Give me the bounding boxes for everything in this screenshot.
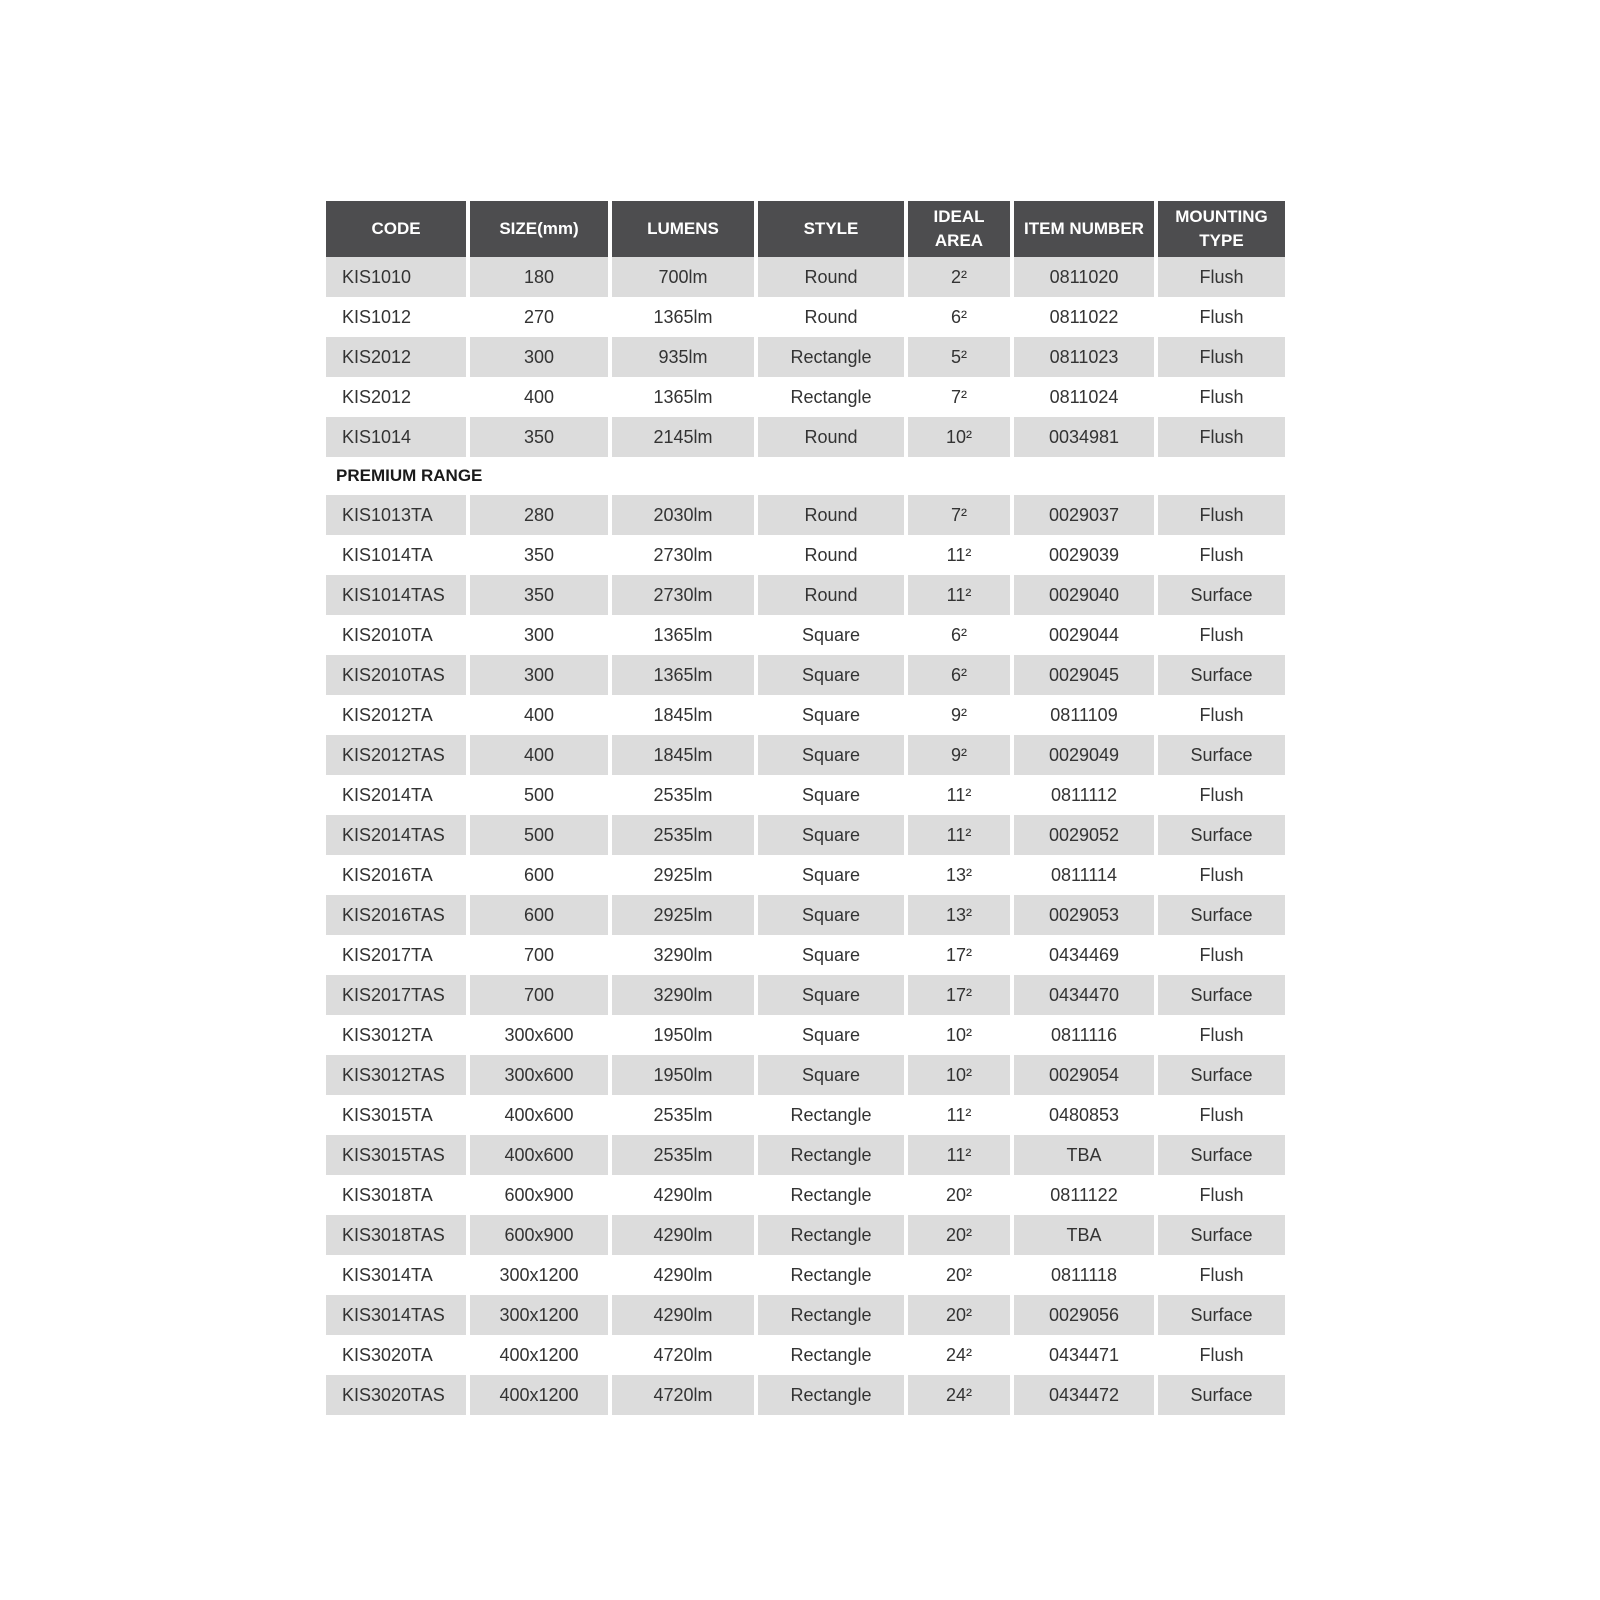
size-cell: 180 bbox=[470, 257, 608, 297]
code-cell: KIS2010TA bbox=[326, 615, 466, 655]
code-cell: KIS2012 bbox=[326, 377, 466, 417]
mounting-type-cell: Flush bbox=[1158, 297, 1285, 337]
size-cell: 600x900 bbox=[470, 1175, 608, 1215]
item-number-cell: TBA bbox=[1014, 1215, 1154, 1255]
size-cell: 400 bbox=[470, 735, 608, 775]
item-number-cell: 0434469 bbox=[1014, 935, 1154, 975]
item-number-cell: 0029045 bbox=[1014, 655, 1154, 695]
table-row bbox=[326, 775, 1285, 815]
style-cell: Rectangle bbox=[758, 337, 904, 377]
lumens-cell: 4290lm bbox=[612, 1255, 754, 1295]
lumens-cell: 3290lm bbox=[612, 935, 754, 975]
premium-range-label: PREMIUM RANGE bbox=[326, 457, 1285, 495]
code-cell: KIS3012TA bbox=[326, 1015, 466, 1055]
code-cell: KIS2012 bbox=[326, 337, 466, 377]
size-cell: 350 bbox=[470, 575, 608, 615]
item-number-cell: 0811024 bbox=[1014, 377, 1154, 417]
table-row bbox=[326, 297, 1285, 337]
ideal-area-cell: 20² bbox=[908, 1175, 1010, 1215]
style-cell: Square bbox=[758, 695, 904, 735]
style-cell: Square bbox=[758, 775, 904, 815]
code-cell: KIS3014TAS bbox=[326, 1295, 466, 1335]
mounting-type-cell: Surface bbox=[1158, 895, 1285, 935]
size-cell: 700 bbox=[470, 935, 608, 975]
style-cell: Round bbox=[758, 575, 904, 615]
item-number-cell: 0029044 bbox=[1014, 615, 1154, 655]
style-cell: Square bbox=[758, 735, 904, 775]
ideal-area-cell: 11² bbox=[908, 1135, 1010, 1175]
table-row bbox=[326, 1175, 1285, 1215]
code-cell: KIS1012 bbox=[326, 297, 466, 337]
code-cell: KIS2016TAS bbox=[326, 895, 466, 935]
ideal-area-cell: 20² bbox=[908, 1215, 1010, 1255]
ideal-area-cell: 9² bbox=[908, 695, 1010, 735]
table-row bbox=[326, 417, 1285, 457]
ideal-area-cell: 7² bbox=[908, 495, 1010, 535]
lumens-cell: 3290lm bbox=[612, 975, 754, 1015]
ideal-area-cell: 11² bbox=[908, 535, 1010, 575]
lumens-cell: 1365lm bbox=[612, 377, 754, 417]
size-cell: 300x1200 bbox=[470, 1255, 608, 1295]
lumens-cell: 4290lm bbox=[612, 1295, 754, 1335]
ideal-area-cell: 6² bbox=[908, 297, 1010, 337]
ideal-area-cell: 20² bbox=[908, 1295, 1010, 1335]
size-cell: 400 bbox=[470, 377, 608, 417]
code-cell: KIS2014TAS bbox=[326, 815, 466, 855]
lumens-cell: 2730lm bbox=[612, 535, 754, 575]
ideal-area-cell: 10² bbox=[908, 1055, 1010, 1095]
style-cell: Square bbox=[758, 815, 904, 855]
lumens-cell: 2145lm bbox=[612, 417, 754, 457]
mounting-type-cell: Surface bbox=[1158, 1135, 1285, 1175]
code-cell: KIS1010 bbox=[326, 257, 466, 297]
ideal-area-cell: 11² bbox=[908, 575, 1010, 615]
ideal-area-cell: 5² bbox=[908, 337, 1010, 377]
ideal-area-cell: 10² bbox=[908, 417, 1010, 457]
ideal-area-cell: 24² bbox=[908, 1335, 1010, 1375]
table-row bbox=[326, 337, 1285, 377]
item-number-cell: 0029053 bbox=[1014, 895, 1154, 935]
style-cell: Rectangle bbox=[758, 1335, 904, 1375]
ideal-area-cell: 17² bbox=[908, 935, 1010, 975]
code-cell: KIS3018TA bbox=[326, 1175, 466, 1215]
item-number-cell: 0029052 bbox=[1014, 815, 1154, 855]
style-cell: Square bbox=[758, 975, 904, 1015]
lumens-cell: 2535lm bbox=[612, 815, 754, 855]
style-cell: Round bbox=[758, 535, 904, 575]
mounting-type-cell: Flush bbox=[1158, 775, 1285, 815]
lumens-cell: 2535lm bbox=[612, 1135, 754, 1175]
item-number-cell: 0029040 bbox=[1014, 575, 1154, 615]
lumens-cell: 2535lm bbox=[612, 1095, 754, 1135]
item-number-cell: 0029049 bbox=[1014, 735, 1154, 775]
size-cell: 300x600 bbox=[470, 1015, 608, 1055]
table-row bbox=[326, 377, 1285, 417]
code-cell: KIS3018TAS bbox=[326, 1215, 466, 1255]
lumens-cell: 935lm bbox=[612, 337, 754, 377]
lumens-cell: 2925lm bbox=[612, 855, 754, 895]
mounting-type-cell: Flush bbox=[1158, 495, 1285, 535]
table-row bbox=[326, 735, 1285, 775]
size-cell: 500 bbox=[470, 775, 608, 815]
code-cell: KIS1014TAS bbox=[326, 575, 466, 615]
table-row bbox=[326, 495, 1285, 535]
standard-range-body bbox=[326, 257, 1285, 457]
item-number-cell: 0811022 bbox=[1014, 297, 1154, 337]
size-cell: 350 bbox=[470, 417, 608, 457]
ideal-area-cell: 13² bbox=[908, 895, 1010, 935]
lumens-cell: 4290lm bbox=[612, 1215, 754, 1255]
lumens-cell: 2030lm bbox=[612, 495, 754, 535]
style-cell: Square bbox=[758, 655, 904, 695]
style-cell: Rectangle bbox=[758, 1175, 904, 1215]
style-cell: Round bbox=[758, 297, 904, 337]
style-cell: Rectangle bbox=[758, 1135, 904, 1175]
style-cell: Square bbox=[758, 1055, 904, 1095]
style-cell: Square bbox=[758, 615, 904, 655]
item-number-cell: 0434472 bbox=[1014, 1375, 1154, 1415]
item-number-cell: 0434471 bbox=[1014, 1335, 1154, 1375]
ideal-area-cell: 13² bbox=[908, 855, 1010, 895]
table-row bbox=[326, 1295, 1285, 1335]
style-cell: Round bbox=[758, 495, 904, 535]
ideal-area-cell: 24² bbox=[908, 1375, 1010, 1415]
size-cell: 300 bbox=[470, 655, 608, 695]
lumens-cell: 1365lm bbox=[612, 615, 754, 655]
code-cell: KIS2012TA bbox=[326, 695, 466, 735]
ideal-area-cell: 11² bbox=[908, 1095, 1010, 1135]
mounting-type-cell: Flush bbox=[1158, 417, 1285, 457]
item-number-cell: 0029039 bbox=[1014, 535, 1154, 575]
mounting-type-cell: Flush bbox=[1158, 855, 1285, 895]
mounting-type-cell: Flush bbox=[1158, 615, 1285, 655]
item-number-cell: 0811109 bbox=[1014, 695, 1154, 735]
lumens-cell: 2730lm bbox=[612, 575, 754, 615]
lumens-cell: 1950lm bbox=[612, 1015, 754, 1055]
table-row bbox=[326, 1335, 1285, 1375]
item-number-cell: 0029037 bbox=[1014, 495, 1154, 535]
table-row bbox=[326, 1095, 1285, 1135]
code-cell: KIS1014TA bbox=[326, 535, 466, 575]
mounting-type-cell: Surface bbox=[1158, 1295, 1285, 1335]
table-row bbox=[326, 855, 1285, 895]
mounting-type-cell: Surface bbox=[1158, 1215, 1285, 1255]
table-row bbox=[326, 1375, 1285, 1415]
header-row bbox=[326, 201, 1285, 257]
style-cell: Rectangle bbox=[758, 377, 904, 417]
code-cell: KIS2014TA bbox=[326, 775, 466, 815]
mounting-type-cell: Flush bbox=[1158, 1095, 1285, 1135]
code-cell: KIS3020TA bbox=[326, 1335, 466, 1375]
table-row bbox=[326, 1055, 1285, 1095]
item-number-cell: 0811112 bbox=[1014, 775, 1154, 815]
mounting-type-cell: Surface bbox=[1158, 975, 1285, 1015]
style-cell: Round bbox=[758, 257, 904, 297]
lumens-cell: 2925lm bbox=[612, 895, 754, 935]
style-cell: Square bbox=[758, 855, 904, 895]
size-cell: 400x1200 bbox=[470, 1375, 608, 1415]
table-row bbox=[326, 575, 1285, 615]
size-cell: 600 bbox=[470, 895, 608, 935]
item-number-cell: 0434470 bbox=[1014, 975, 1154, 1015]
item-number-cell: 0811114 bbox=[1014, 855, 1154, 895]
style-cell: Round bbox=[758, 417, 904, 457]
table-header bbox=[326, 201, 1285, 257]
code-cell: KIS2017TAS bbox=[326, 975, 466, 1015]
mounting-type-cell: Flush bbox=[1158, 935, 1285, 975]
table-row bbox=[326, 935, 1285, 975]
header-item-number: ITEM NUMBER bbox=[1014, 201, 1154, 257]
style-cell: Rectangle bbox=[758, 1215, 904, 1255]
lumens-cell: 1950lm bbox=[612, 1055, 754, 1095]
item-number-cell: 0480853 bbox=[1014, 1095, 1154, 1135]
mounting-type-cell: Surface bbox=[1158, 575, 1285, 615]
header-lumens: LUMENS bbox=[612, 201, 754, 257]
code-cell: KIS3015TAS bbox=[326, 1135, 466, 1175]
size-cell: 300x600 bbox=[470, 1055, 608, 1095]
section-row bbox=[326, 457, 1285, 495]
item-number-cell: 0034981 bbox=[1014, 417, 1154, 457]
mounting-type-cell: Flush bbox=[1158, 257, 1285, 297]
ideal-area-cell: 9² bbox=[908, 735, 1010, 775]
item-number-cell: 0811023 bbox=[1014, 337, 1154, 377]
mounting-type-cell: Surface bbox=[1158, 1375, 1285, 1415]
ideal-area-cell: 6² bbox=[908, 615, 1010, 655]
mounting-type-cell: Flush bbox=[1158, 1335, 1285, 1375]
table-row bbox=[326, 655, 1285, 695]
ideal-area-cell: 2² bbox=[908, 257, 1010, 297]
premium-section-heading bbox=[326, 457, 1285, 495]
mounting-type-cell: Flush bbox=[1158, 695, 1285, 735]
style-cell: Square bbox=[758, 1015, 904, 1055]
style-cell: Rectangle bbox=[758, 1295, 904, 1335]
item-number-cell: 0811118 bbox=[1014, 1255, 1154, 1295]
table-row bbox=[326, 815, 1285, 855]
mounting-type-cell: Surface bbox=[1158, 815, 1285, 855]
mounting-type-cell: Flush bbox=[1158, 1015, 1285, 1055]
table-row bbox=[326, 1135, 1285, 1175]
size-cell: 600x900 bbox=[470, 1215, 608, 1255]
table-row bbox=[326, 535, 1285, 575]
size-cell: 300 bbox=[470, 615, 608, 655]
premium-range-body bbox=[326, 495, 1285, 1415]
style-cell: Square bbox=[758, 895, 904, 935]
table-row bbox=[326, 1255, 1285, 1295]
size-cell: 350 bbox=[470, 535, 608, 575]
lumens-cell: 1845lm bbox=[612, 695, 754, 735]
size-cell: 280 bbox=[470, 495, 608, 535]
header-size: SIZE(mm) bbox=[470, 201, 608, 257]
code-cell: KIS2017TA bbox=[326, 935, 466, 975]
mounting-type-cell: Flush bbox=[1158, 1175, 1285, 1215]
table-row bbox=[326, 1015, 1285, 1055]
mounting-type-cell: Surface bbox=[1158, 1055, 1285, 1095]
item-number-cell: 0029054 bbox=[1014, 1055, 1154, 1095]
code-cell: KIS3012TAS bbox=[326, 1055, 466, 1095]
ideal-area-cell: 10² bbox=[908, 1015, 1010, 1055]
style-cell: Rectangle bbox=[758, 1255, 904, 1295]
item-number-cell: 0811020 bbox=[1014, 257, 1154, 297]
ideal-area-cell: 7² bbox=[908, 377, 1010, 417]
table-row bbox=[326, 895, 1285, 935]
lumens-cell: 1365lm bbox=[612, 655, 754, 695]
size-cell: 270 bbox=[470, 297, 608, 337]
mounting-type-cell: Flush bbox=[1158, 1255, 1285, 1295]
lumens-cell: 700lm bbox=[612, 257, 754, 297]
lumens-cell: 2535lm bbox=[612, 775, 754, 815]
code-cell: KIS2012TAS bbox=[326, 735, 466, 775]
table-row bbox=[326, 975, 1285, 1015]
style-cell: Square bbox=[758, 935, 904, 975]
size-cell: 500 bbox=[470, 815, 608, 855]
item-number-cell: 0811122 bbox=[1014, 1175, 1154, 1215]
size-cell: 700 bbox=[470, 975, 608, 1015]
mounting-type-cell: Flush bbox=[1158, 337, 1285, 377]
ideal-area-cell: 11² bbox=[908, 775, 1010, 815]
ideal-area-cell: 6² bbox=[908, 655, 1010, 695]
header-style: STYLE bbox=[758, 201, 904, 257]
code-cell: KIS1014 bbox=[326, 417, 466, 457]
size-cell: 400x600 bbox=[470, 1135, 608, 1175]
ideal-area-cell: 17² bbox=[908, 975, 1010, 1015]
lumens-cell: 4290lm bbox=[612, 1175, 754, 1215]
size-cell: 400x600 bbox=[470, 1095, 608, 1135]
product-spec-table bbox=[322, 201, 1289, 1415]
table-row bbox=[326, 615, 1285, 655]
lumens-cell: 1365lm bbox=[612, 297, 754, 337]
size-cell: 300 bbox=[470, 337, 608, 377]
code-cell: KIS3014TA bbox=[326, 1255, 466, 1295]
table-row bbox=[326, 695, 1285, 735]
item-number-cell: 0811116 bbox=[1014, 1015, 1154, 1055]
item-number-cell: TBA bbox=[1014, 1135, 1154, 1175]
header-mounting-type: MOUNTING TYPE bbox=[1158, 201, 1285, 257]
mounting-type-cell: Surface bbox=[1158, 735, 1285, 775]
ideal-area-cell: 11² bbox=[908, 815, 1010, 855]
code-cell: KIS2010TAS bbox=[326, 655, 466, 695]
style-cell: Rectangle bbox=[758, 1375, 904, 1415]
mounting-type-cell: Flush bbox=[1158, 535, 1285, 575]
table-row bbox=[326, 1215, 1285, 1255]
code-cell: KIS3015TA bbox=[326, 1095, 466, 1135]
style-cell: Rectangle bbox=[758, 1095, 904, 1135]
code-cell: KIS1013TA bbox=[326, 495, 466, 535]
header-code: CODE bbox=[326, 201, 466, 257]
code-cell: KIS2016TA bbox=[326, 855, 466, 895]
ideal-area-cell: 20² bbox=[908, 1255, 1010, 1295]
header-ideal-area: IDEAL AREA bbox=[908, 201, 1010, 257]
mounting-type-cell: Surface bbox=[1158, 655, 1285, 695]
lumens-cell: 4720lm bbox=[612, 1375, 754, 1415]
size-cell: 400x1200 bbox=[470, 1335, 608, 1375]
mounting-type-cell: Flush bbox=[1158, 377, 1285, 417]
table-row bbox=[326, 257, 1285, 297]
item-number-cell: 0029056 bbox=[1014, 1295, 1154, 1335]
size-cell: 300x1200 bbox=[470, 1295, 608, 1335]
lumens-cell: 4720lm bbox=[612, 1335, 754, 1375]
code-cell: KIS3020TAS bbox=[326, 1375, 466, 1415]
lumens-cell: 1845lm bbox=[612, 735, 754, 775]
size-cell: 400 bbox=[470, 695, 608, 735]
size-cell: 600 bbox=[470, 855, 608, 895]
